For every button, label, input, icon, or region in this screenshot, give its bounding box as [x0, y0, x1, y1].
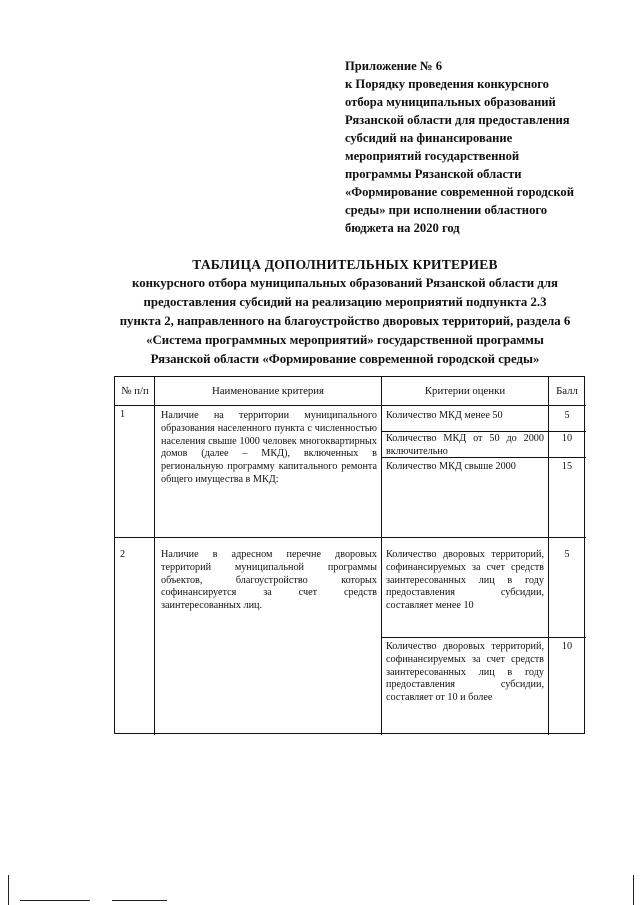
row-1-option-3: Количество МКД свыше 2000 [386, 461, 516, 472]
row-1-number: 1 [120, 409, 126, 420]
scan-edge-bottom-1 [20, 900, 90, 901]
appendix-line: программы Рязанской области [345, 167, 522, 181]
appendix-line: бюджета на 2020 год [345, 221, 460, 235]
criteria-table [114, 376, 585, 734]
row-2-score-1: 5 [564, 549, 570, 560]
appendix-line: субсидий на финансирование [345, 131, 513, 145]
appendix-line: «Формирование современной городской [345, 185, 574, 199]
header-evaluation: Критерии оценки [424, 385, 506, 397]
table-row-divider [115, 537, 586, 538]
scan-edge-bottom-2 [112, 900, 167, 901]
row-1-score-1: 5 [564, 410, 570, 421]
header-number: № п/п [121, 385, 149, 397]
appendix-line: среды» при исполнении областного [345, 203, 548, 217]
row-1-score-2: 10 [561, 433, 573, 444]
header-criterion-name: Наименование критерия [211, 385, 325, 397]
appendix-header [345, 57, 620, 237]
row-2-option-1: Количество дворовых территорий, софинансируемых за счет средств заинтересованных лиц в году предоставления субсидии, составляет менее 10 [386, 549, 544, 612]
table-row-divider [115, 405, 586, 406]
subtitle-line: «Система программных мероприятий» государственной программы [146, 333, 544, 347]
row-1-score-3: 15 [561, 461, 573, 472]
row-1-option-2: Количество МКД от 50 до 2000 включительно [386, 433, 544, 457]
subtitle-line: предоставления субсидий на реализацию мероприятий подпункта 2.3 [143, 295, 547, 309]
appendix-line: к Порядку проведения конкурсного [345, 77, 549, 91]
row-2-number: 2 [120, 549, 126, 560]
row-2-criterion: Наличие в адресном перечне дворовых территорий муниципальной программы объектов, благоустройство которых софинансируется за счет средств заинтересованных лиц. [161, 549, 377, 612]
row-1-option-1: Количество МКД менее 50 [386, 410, 503, 421]
table-row-divider [381, 637, 586, 638]
table-col-divider [154, 377, 155, 735]
table-title [110, 255, 580, 369]
appendix-line: мероприятий государственной [345, 149, 520, 163]
row-1-criterion: Наличие на территории муниципального образования населенного пункта с численностью населения свыше 1000 человек многоквартирных домов (далее – МКД), включенных в региональную программу капитального ремонта общего имущества в МКД: [161, 410, 377, 485]
title-subtitle [110, 274, 580, 369]
header-score: Балл [556, 385, 578, 397]
appendix-line: Рязанской области для предоставления [345, 113, 570, 127]
table-row-divider [381, 431, 586, 432]
appendix-line: отбора муниципальных образований [345, 95, 556, 109]
scan-edge-left [8, 875, 9, 905]
appendix-line: Приложение № 6 [345, 59, 443, 73]
row-2-score-2: 10 [561, 641, 573, 652]
row-2-option-2: Количество дворовых территорий, софинансируемых за счет средств заинтересованных лиц в году предоставления субсидии, составляет от 10 и более [386, 641, 544, 704]
subtitle-line: конкурсного отбора муниципальных образований Рязанской области для [132, 276, 558, 290]
title-main: ТАБЛИЦА ДОПОЛНИТЕЛЬНЫХ КРИТЕРИЕВ [192, 257, 498, 272]
subtitle-line: Рязанской области «Формирование современной городской среды» [150, 352, 540, 366]
subtitle-line: пункта 2, направленного на благоустройство дворовых территорий, раздела 6 [119, 314, 571, 328]
scan-edge-right [633, 875, 634, 905]
